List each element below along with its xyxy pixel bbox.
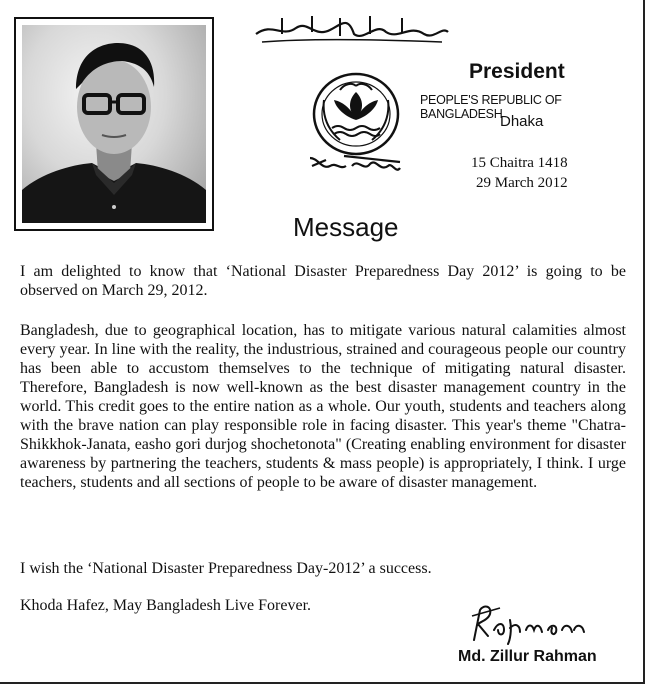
bismillah-calligraphy (252, 12, 452, 46)
city-name: Dhaka (500, 113, 544, 130)
message-heading: Message (293, 212, 399, 242)
date-bangla-calendar: 15 Chaitra 1418 (471, 155, 568, 171)
portrait-image (22, 25, 206, 223)
portrait-illustration (22, 25, 206, 223)
message-paragraph: I am delighted to know that ‘National Disaster Preparedness Day 2012’ is going to be observed on March 29, 2012. (20, 263, 626, 299)
signer-name: Md. Zillur Rahman (458, 648, 597, 665)
state-emblem-seal (300, 66, 412, 184)
country-name: PEOPLE'S REPUBLIC OF BANGLADESH (420, 93, 562, 121)
message-paragraph: Khoda Hafez, May Bangladesh Live Forever. (20, 597, 312, 614)
date-gregorian: 29 March 2012 (476, 175, 568, 191)
portrait-photo (14, 17, 214, 231)
handwritten-signature (470, 600, 610, 648)
message-paragraph: Bangladesh, due to geographical location, has to mitigate various natural calamities almost every year. In line with the reality, the industrious, strained and courageous people our country has been able to accustom themselves to the technique of mitigating natural disaster. Therefore, Bangladesh is now well-known as the best disaster management country in the world. This credit goes to the entire nation as a whole. Our youth, students and teachers along with the brave nation can play responsible role in facing disaster. This year's theme "Chatra-Shikkhok-Janata, easho gori durjog shochetonota" (Creating enabling environment for disaster awareness by partnering the teachers, students & mass people) is appropriately, I think. I urge teachers, students and all sections of people to be aware of disaster management. (20, 322, 626, 491)
office-title: President (469, 60, 565, 83)
message-paragraph: I wish the ‘National Disaster Preparedness Day-2012’ a success. (20, 560, 432, 577)
